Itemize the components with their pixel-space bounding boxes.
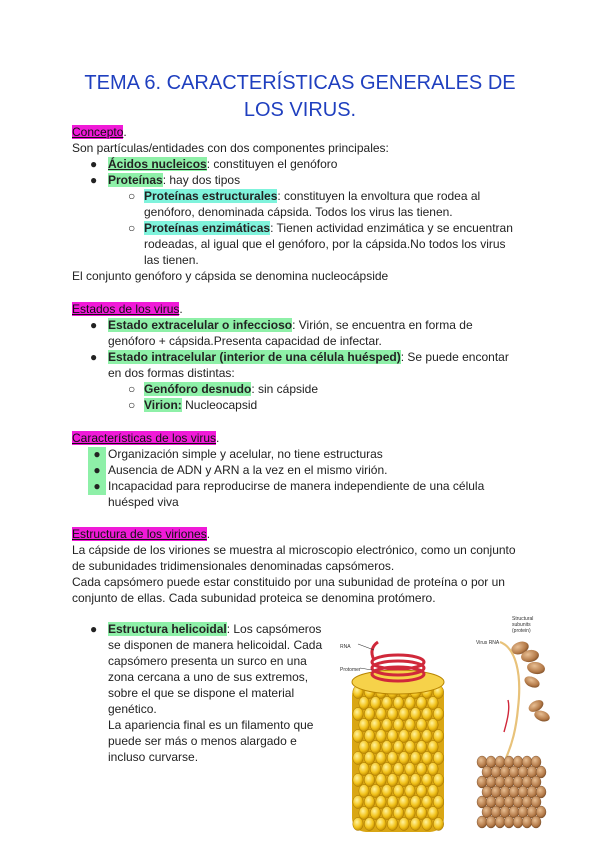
page-title xyxy=(60,70,540,124)
capsomer xyxy=(399,730,409,743)
estados-item-2-text-1: : Se puede encontar xyxy=(400,350,509,364)
capsomer xyxy=(416,719,426,732)
estructura-heading-tail: . xyxy=(206,527,211,541)
concepto-sub-2-line-2: rodeadas, al igual que el genóforo, por la cápsida.No todos los virus xyxy=(144,237,506,251)
bullet-dot: ● xyxy=(88,463,106,479)
capsomer xyxy=(433,774,443,787)
capsomer xyxy=(382,807,392,820)
capsomer xyxy=(416,807,426,820)
capsomer xyxy=(353,752,363,765)
capsomer xyxy=(364,796,374,809)
concepto-heading-tail: . xyxy=(123,125,127,139)
capsomer xyxy=(370,785,380,798)
caracteristicas-heading: Características de los virus xyxy=(72,431,217,445)
capsomer xyxy=(416,697,426,710)
capsomer xyxy=(410,774,420,787)
protein-subunit xyxy=(504,816,514,828)
capsomer xyxy=(370,697,380,710)
concepto-heading-line xyxy=(72,125,127,141)
concepto-item-1-label: Ácidos nucleicos xyxy=(108,157,207,171)
estados-sub-2-text: Nucleocapsid xyxy=(181,398,258,412)
concepto-sub-2-text-1: : Tienen actividad enzimática y se encuentran xyxy=(270,221,513,235)
helicoidal-line-5: sobre el que se dispone el material xyxy=(108,686,295,700)
free-protein-subunits xyxy=(509,639,551,723)
bullet-dot: ● xyxy=(90,157,98,171)
helicoidal-line-1 xyxy=(108,622,321,638)
concepto-item-1-text: : constituyen el genóforo xyxy=(206,157,338,171)
capsomer xyxy=(393,785,403,798)
estructura-heading-line xyxy=(72,527,210,543)
capsomer xyxy=(364,774,374,787)
helicoidal-line-7: La apariencia final es un filamento que xyxy=(108,718,314,732)
capsomer xyxy=(364,752,374,765)
capsomer xyxy=(416,785,426,798)
capsomer xyxy=(382,785,392,798)
capsomer xyxy=(428,785,438,798)
estados-item-2-line-2: en dos formas distintas: xyxy=(108,366,235,380)
capsomer xyxy=(393,763,403,776)
estructura-p2-line-1: Cada capsómero puede estar constituido por una subunidad de proteína o por un xyxy=(72,575,505,589)
capsomer xyxy=(376,796,386,809)
capsomer xyxy=(393,697,403,710)
label-virus-rna: Virus RNA xyxy=(476,640,500,646)
capsomer xyxy=(387,730,397,743)
capsomer xyxy=(376,752,386,765)
capsomer xyxy=(405,785,415,798)
bullet-circle: ○ xyxy=(128,189,136,203)
concepto-item-1 xyxy=(108,157,337,173)
capsomer xyxy=(405,697,415,710)
helicoidal-line-2: se disponen de manera helicoidal. Cada xyxy=(108,638,323,652)
caracteristicas-item-3-line-1: Incapacidad para reproducirse de manera independiente de una célula xyxy=(108,479,485,493)
capsomer xyxy=(370,763,380,776)
capsomer xyxy=(382,719,392,732)
capsomer xyxy=(422,708,432,721)
helicoidal-line-6: genético. xyxy=(108,702,157,716)
label-rna: RNA xyxy=(340,644,351,650)
helicoidal-label: Estructura helicoidal xyxy=(108,622,227,636)
capsomer xyxy=(364,730,374,743)
concepto-closing: El conjunto genóforo y cápsida se denomina nucleocápside xyxy=(72,269,389,283)
helicoidal-text-1: : Los capsómeros xyxy=(226,622,322,636)
capsomer xyxy=(364,818,374,831)
capsomer xyxy=(364,708,374,721)
capsomer xyxy=(359,763,369,776)
capsid-rod xyxy=(352,670,444,832)
estados-sub-2 xyxy=(144,398,257,414)
capsomer xyxy=(370,741,380,754)
protein-subunit xyxy=(522,816,532,828)
protein-subunit xyxy=(486,816,496,828)
estados-sub-1-label: Genóforo desnudo xyxy=(144,382,252,396)
capsomer xyxy=(410,708,420,721)
concepto-sub-1-text-1: : constituyen la envoltura que rodea al xyxy=(277,189,481,203)
capsomer xyxy=(387,752,397,765)
capsomer xyxy=(416,741,426,754)
bullet-circle: ○ xyxy=(128,398,136,412)
capsomer xyxy=(382,697,392,710)
capsomer xyxy=(393,807,403,820)
concepto-sub-1-label: Proteínas estructurales xyxy=(144,189,278,203)
caracteristicas-item-2: Ausencia de ADN y ARN a la vez en el mismo virión. xyxy=(108,463,388,477)
estados-item-2-label: Estado intracelular (interior de una célula huésped) xyxy=(108,350,401,364)
capsomer xyxy=(376,730,386,743)
concepto-item-2-text: : hay dos tipos xyxy=(162,173,241,187)
partial-capsid-rod xyxy=(477,756,546,828)
estructura-p1-line-1: La cápside de los viriones se muestra al microscopio electrónico, como un conjunto xyxy=(72,543,516,557)
capsomer xyxy=(428,763,438,776)
capsomer xyxy=(416,763,426,776)
concepto-intro: Son partículas/entidades con dos componentes principales: xyxy=(72,141,389,155)
estructura-p2-line-2: conjunto de ellas. Cada subunidad proteica se denomina protómero. xyxy=(72,591,436,605)
bullet-circle: ○ xyxy=(128,382,136,396)
helical-virus-illustration xyxy=(340,612,570,834)
label-structural-3: (protein) xyxy=(512,628,531,634)
capsomer xyxy=(376,818,386,831)
capsomer xyxy=(359,807,369,820)
capsomer xyxy=(433,796,443,809)
estados-heading-tail: . xyxy=(179,302,183,316)
label-structural-1: Structural xyxy=(512,616,534,622)
protein-subunit xyxy=(495,816,505,828)
estados-item-1-label: Estado extracelular o infeccioso xyxy=(108,318,293,332)
label-structural-2: subunits xyxy=(512,622,531,628)
protein-subunit xyxy=(531,816,541,828)
capsomer xyxy=(387,796,397,809)
capsomer xyxy=(410,818,420,831)
estados-item-2-line-1 xyxy=(108,350,509,366)
capsomer xyxy=(428,719,438,732)
capsomer xyxy=(399,818,409,831)
protein-subunit xyxy=(513,816,523,828)
helicoidal-line-9: incluso curvarse. xyxy=(108,750,199,764)
capsomer xyxy=(387,708,397,721)
helicoidal-line-8: puede ser más o menos alargado e xyxy=(108,734,297,748)
title-line-1: TEMA 6. CARACTERÍSTICAS GENERALES DE xyxy=(84,72,516,94)
bullet-dot: ● xyxy=(90,318,98,332)
bullet-dot: ● xyxy=(90,173,98,187)
concepto-sub-2-line-1 xyxy=(144,221,513,237)
capsomer xyxy=(353,730,363,743)
capsomer xyxy=(359,741,369,754)
concepto-item-2-label: Proteínas xyxy=(108,173,163,187)
capsomer xyxy=(376,774,386,787)
capsomer xyxy=(387,774,397,787)
bullet-circle: ○ xyxy=(128,221,136,235)
capsomer xyxy=(428,697,438,710)
estructura-heading: Estructura de los viriones xyxy=(72,527,207,541)
capsomer xyxy=(428,807,438,820)
capsomer xyxy=(433,818,443,831)
capsomer xyxy=(422,796,432,809)
title-line-2: LOS VIRUS. xyxy=(243,99,357,121)
capsomer xyxy=(405,763,415,776)
capsomer xyxy=(422,818,432,831)
concepto-item-2 xyxy=(108,173,240,189)
bullet-dot: ● xyxy=(88,447,106,463)
capsomer xyxy=(399,796,409,809)
capsomer xyxy=(399,708,409,721)
capsomer xyxy=(405,719,415,732)
capsomer xyxy=(433,752,443,765)
capsomer xyxy=(353,774,363,787)
capsomer xyxy=(399,774,409,787)
capsomer xyxy=(428,741,438,754)
rna-strand xyxy=(500,642,519,758)
concepto-sub-2-label: Proteínas enzimáticas xyxy=(144,221,271,235)
capsomer xyxy=(422,752,432,765)
estados-item-1-line-2: genóforo + cápsida.Presenta capacidad de infectar. xyxy=(108,334,382,348)
caracteristicas-item-3-line-2: huésped viva xyxy=(108,495,179,509)
caracteristicas-item-1: Organización simple y acelular, no tiene estructuras xyxy=(108,447,383,461)
caracteristicas-heading-line xyxy=(72,431,219,447)
concepto-sub-1-line-1 xyxy=(144,189,480,205)
helicoidal-line-4: zona cercana a uno de sus extremos, xyxy=(108,670,309,684)
label-protomer: Protomer xyxy=(340,667,361,673)
bullet-dot: ● xyxy=(88,479,106,495)
capsomer xyxy=(359,785,369,798)
estados-item-1-text-1: : Virión, se encuentra en forma de xyxy=(292,318,473,332)
capsomer xyxy=(405,807,415,820)
capsomer xyxy=(353,708,363,721)
estados-heading-line xyxy=(72,302,183,318)
estados-item-1-line-1 xyxy=(108,318,473,334)
capsomer xyxy=(422,730,432,743)
capsomer xyxy=(410,730,420,743)
capsomer xyxy=(382,763,392,776)
capsomer xyxy=(353,818,363,831)
capsomer xyxy=(422,774,432,787)
bullet-dot: ● xyxy=(90,622,98,636)
capsomer xyxy=(433,708,443,721)
capsomer xyxy=(393,741,403,754)
capsomer xyxy=(433,730,443,743)
estados-sub-1 xyxy=(144,382,318,398)
concepto-sub-2-line-3: las tienen. xyxy=(144,253,199,267)
capsomer xyxy=(370,719,380,732)
capsomer xyxy=(376,708,386,721)
capsomer xyxy=(410,796,420,809)
caracteristicas-heading-tail: . xyxy=(216,431,220,445)
capsomer xyxy=(410,752,420,765)
bullet-dot: ● xyxy=(90,350,98,364)
capsomer xyxy=(393,719,403,732)
capsomer xyxy=(399,752,409,765)
helicoidal-line-3: capsómero presenta un surco en una xyxy=(108,654,307,668)
capsomer xyxy=(359,719,369,732)
concepto-heading: Concepto xyxy=(72,125,124,139)
capsomer xyxy=(382,741,392,754)
protein-subunit xyxy=(477,816,487,828)
capsomer xyxy=(370,807,380,820)
estructura-p1-line-2: de subunidades tridimensionales denominadas capsómeros. xyxy=(72,559,395,573)
concepto-sub-1-line-2: genóforo, denominada cápsida. Todos los virus las tienen. xyxy=(144,205,453,219)
estados-sub-1-text: : sin cápside xyxy=(251,382,319,396)
capsomer xyxy=(387,818,397,831)
capsomer xyxy=(353,796,363,809)
capsomer xyxy=(359,697,369,710)
capsomer xyxy=(405,741,415,754)
estados-sub-2-label: Virion: xyxy=(144,398,182,412)
estados-heading: Estados de los virus xyxy=(72,302,180,316)
